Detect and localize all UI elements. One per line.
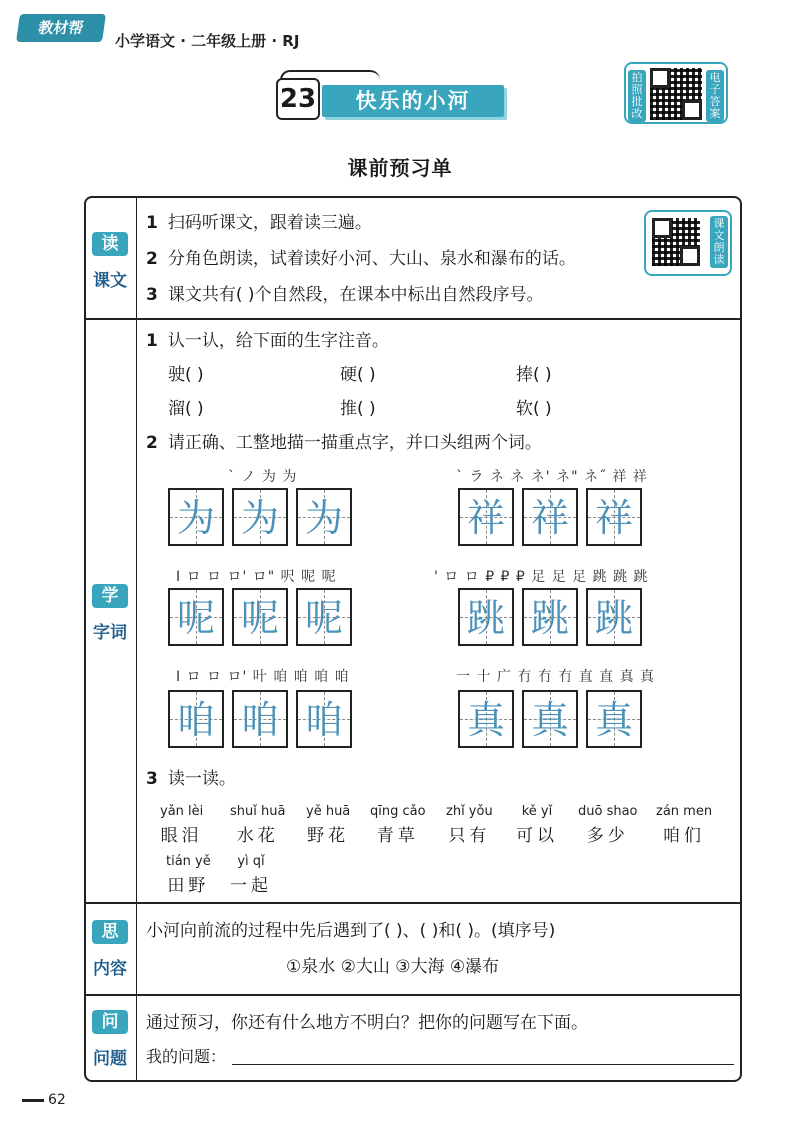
pinyin-blank[interactable]: 捧( )	[516, 365, 552, 385]
pinyin-blank[interactable]: 硬( )	[340, 365, 376, 385]
tracing-grid	[458, 690, 642, 748]
pinyin-word: zhǐ yǒu 只有	[446, 804, 493, 846]
tracing-cell[interactable]: 为	[232, 488, 288, 546]
tracing-cell[interactable]: 跳	[586, 588, 642, 646]
tracing-cell[interactable]: 跳	[522, 588, 578, 646]
row-divider	[84, 318, 742, 320]
brand-badge: 教材帮	[16, 14, 106, 42]
tracing-cell[interactable]: 咱	[168, 690, 224, 748]
pinyin-word: kě yǐ 可以	[516, 804, 558, 846]
qr-right-label: 电子答案	[706, 70, 724, 122]
column-divider	[136, 198, 137, 1080]
tracing-cell[interactable]: 真	[458, 690, 514, 748]
pinyin-blank[interactable]: 溜( )	[168, 399, 204, 419]
qr-left-label: 拍照批改	[628, 70, 646, 122]
ask-prompt: 通过预习，你还有什么地方不明白？把你的问题写在下面。	[146, 1013, 588, 1033]
pinyin-word: zán men 咱们	[656, 804, 713, 846]
qr-text-reading[interactable]	[644, 210, 732, 276]
qr-code-icon	[652, 218, 700, 266]
qr-code-icon	[650, 68, 702, 120]
tracing-cell[interactable]: 祥	[522, 488, 578, 546]
tracing-grid	[458, 588, 642, 646]
tracing-cell[interactable]: 真	[522, 690, 578, 748]
pinyin-word: qīng cǎo 青草	[370, 804, 426, 846]
tracing-cell[interactable]: 咱	[232, 690, 288, 748]
read-item-3: 3 课文共有( )个自然段，在课本中标出自然段序号。	[146, 285, 544, 305]
row-divider	[84, 902, 742, 904]
pinyin-blank[interactable]: 软( )	[516, 399, 552, 419]
tracing-cell[interactable]: 呢	[168, 588, 224, 646]
pinyin-word: yǎn lèi 眼泪	[160, 804, 204, 846]
qr-reading-label: 课文朗读	[710, 216, 728, 268]
pinyin-word: tián yě 田野	[166, 854, 211, 896]
tracing-cell[interactable]: 呢	[296, 588, 352, 646]
section-badge-read: 读	[92, 232, 128, 256]
tracing-cell[interactable]: 咱	[296, 690, 352, 748]
learn-q3: 3 读一读。	[146, 769, 236, 789]
learn-q1: 1 认一认，给下面的生字注音。	[146, 331, 389, 351]
section-badge-learn: 学	[92, 584, 128, 608]
section-name-text: 字词	[93, 623, 127, 643]
answer-label: 我的问题：	[146, 1047, 227, 1066]
stroke-order: I ロ ロ ロ' 叶 咱 咱 咱 咱	[176, 669, 350, 685]
tracing-cell[interactable]: 为	[296, 488, 352, 546]
pinyin-word: yì qǐ 一起	[230, 854, 272, 896]
tracing-cell[interactable]: 跳	[458, 588, 514, 646]
stroke-order: ' ロ ロ ₽ ₽ ₽ 足 足 足 跳 跳 跳	[434, 569, 649, 585]
pinyin-blank[interactable]: 驶( )	[168, 365, 204, 385]
sheet-title: 课前预习单	[347, 156, 453, 180]
tracing-grid	[168, 588, 352, 646]
pinyin-word: shuǐ huā 水花	[230, 804, 286, 846]
tracing-cell[interactable]: 真	[586, 690, 642, 748]
row-divider	[84, 994, 742, 996]
tracing-grid	[168, 488, 352, 546]
section-name-text: 问题	[93, 1049, 127, 1069]
tracing-grid	[458, 488, 642, 546]
section-name-text: 内容	[93, 959, 127, 979]
answer-input-line[interactable]	[232, 1064, 734, 1065]
tracing-grid	[168, 690, 352, 748]
learn-q2: 2 请正确、工整地描一描重点字，并口头组两个词。	[146, 433, 542, 453]
section-name-text: 课文	[93, 271, 127, 291]
stroke-order: ` ノ 为 为	[228, 469, 298, 485]
qr-correction-answers[interactable]	[624, 62, 728, 124]
read-item-1: 1 扫码听课文，跟着读三遍。	[146, 213, 372, 233]
tracing-cell[interactable]: 祥	[586, 488, 642, 546]
section-badge-ask: 问	[92, 1010, 128, 1034]
pinyin-word: duō shao 多少	[578, 804, 638, 846]
pinyin-word: yě huā 野花	[306, 804, 351, 846]
lesson-title: 快乐的小河	[322, 85, 504, 117]
section-badge-think: 思	[92, 920, 128, 944]
stroke-order: I ロ ロ ロ' ロ" 呎 呢 呢	[176, 569, 337, 585]
series-title: 小学语文 · 二年级上册 · RJ	[115, 32, 300, 50]
read-item-2: 2 分角色朗读，试着读好小河、大山、泉水和瀑布的话。	[146, 249, 576, 269]
think-options: ①泉水 ②大山 ③大海 ④瀑布	[286, 957, 500, 977]
pinyin-blank[interactable]: 推( )	[340, 399, 376, 419]
stroke-order: 一 十 广 冇 冇 冇 直 直 真 真	[456, 669, 656, 685]
tracing-cell[interactable]: 为	[168, 488, 224, 546]
page-number: 62	[22, 1092, 66, 1108]
think-question[interactable]: 小河向前流的过程中先后遇到了( )、( )和( )。(填序号)	[146, 921, 556, 941]
tracing-cell[interactable]: 呢	[232, 588, 288, 646]
lesson-number: 23	[276, 78, 320, 120]
tracing-cell[interactable]: 祥	[458, 488, 514, 546]
stroke-order: ` ラ ネ ネ ネ' ネ" ネ˝ 祥 祥	[456, 469, 648, 485]
